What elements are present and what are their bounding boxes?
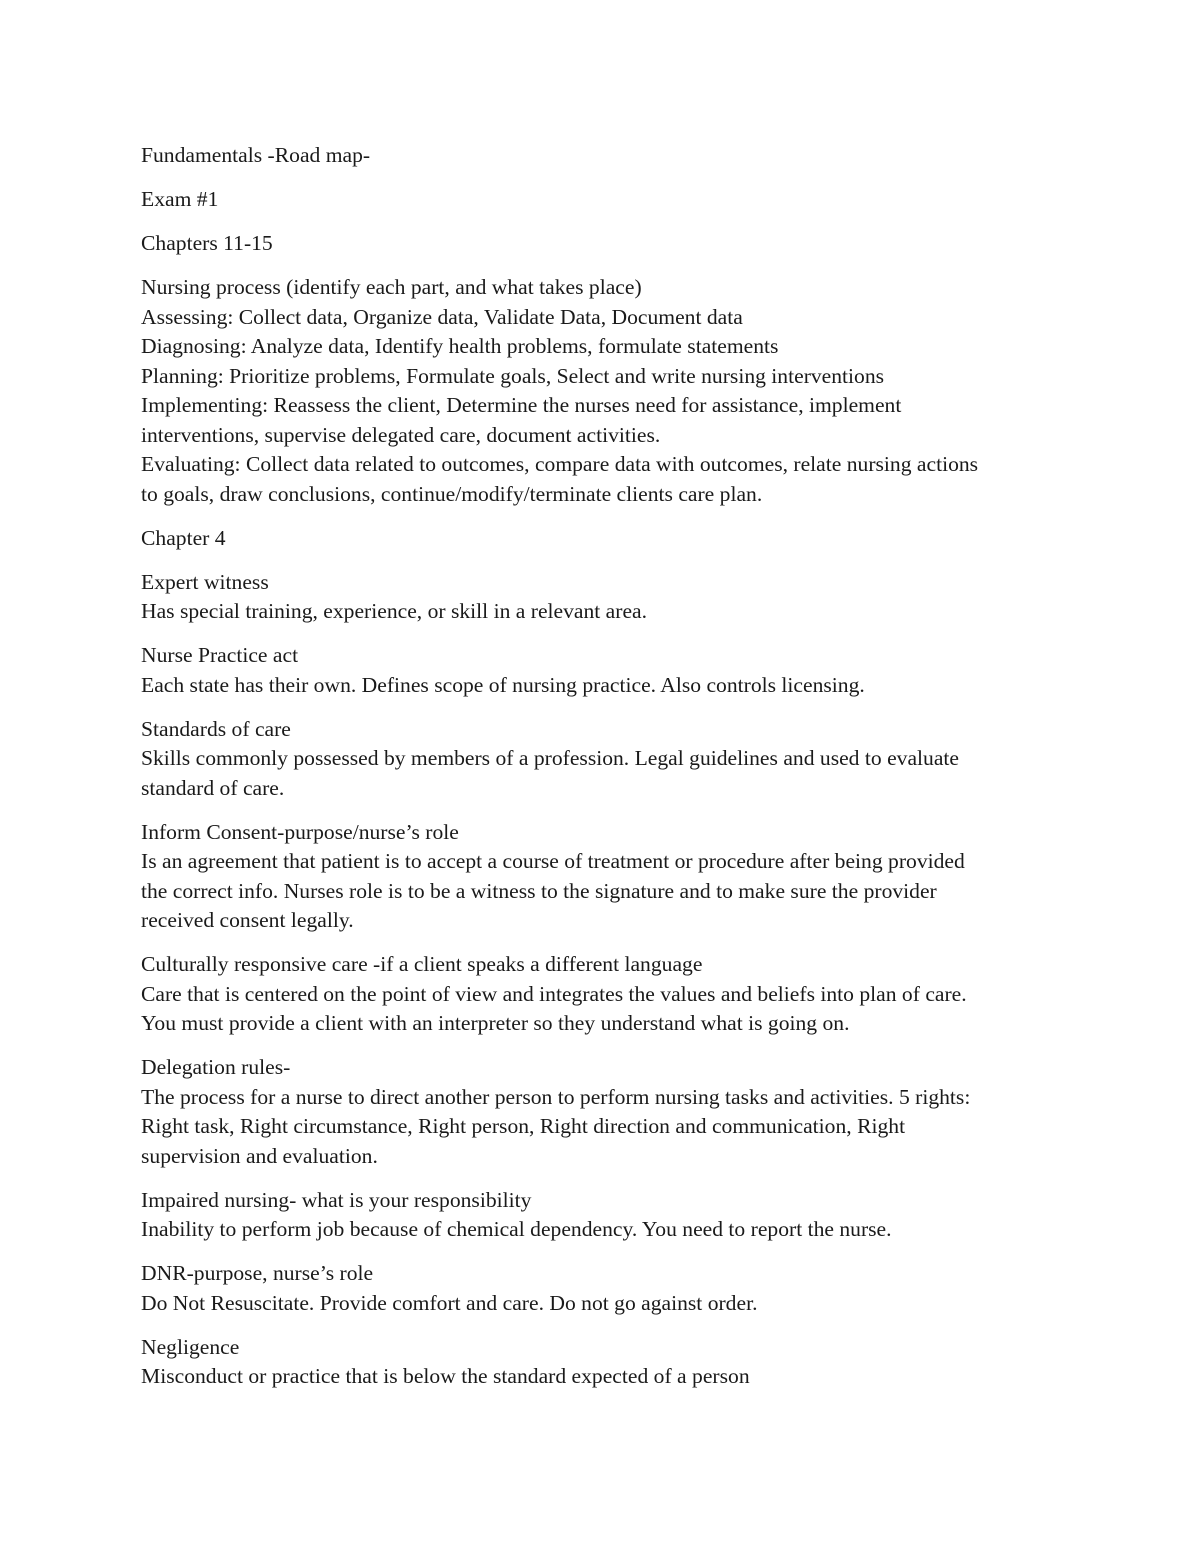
impaired-nursing-term: Impaired nursing- what is your responsibility — [141, 1187, 532, 1212]
chapter-4-label — [141, 524, 1081, 554]
nursing-process-section — [141, 273, 1081, 509]
standards-of-care-term: Standards of care — [141, 716, 291, 741]
chapters-label — [141, 229, 1081, 259]
informed-consent-term: Inform Consent-purpose/nurse’s role — [141, 819, 459, 844]
nurse-practice-act-term: Nurse Practice act — [141, 643, 299, 667]
chapter-4-text: Chapter 4 — [141, 525, 226, 550]
delegation-rules-definition-2: Right task, Right circumstance, Right person, Right direction and communication, Right — [141, 1114, 906, 1138]
planning-line: Planning: Prioritize problems, Formulate goals, Select and write nursing interventions — [141, 363, 885, 388]
delegation-rules-term: Delegation rules- — [141, 1055, 291, 1079]
evaluating-line-1: Evaluating: Collect data related to outcomes, compare data with outcomes, relate nursing actions — [141, 452, 979, 476]
document-body — [141, 141, 1081, 1406]
delegation-rules-definition-3: supervision and evaluation. — [141, 1143, 378, 1168]
informed-consent-section — [141, 818, 1081, 936]
expert-witness-section — [141, 568, 1081, 627]
nursing-process-heading: Nursing process (identify each part, and what takes place) — [141, 275, 642, 299]
negligence-definition: Misconduct or practice that is below the standard expected of a person — [141, 1364, 750, 1388]
implementing-line-2: interventions, supervise delegated care, document activities. — [141, 422, 661, 447]
assessing-line: Assessing: Collect data, Organize data, Validate Data, Document data — [141, 304, 743, 329]
exam-text: Exam #1 — [141, 187, 219, 211]
implementing-line-1: Implementing: Reassess the client, Determine the nurses need for assistance, implement — [141, 393, 902, 417]
nurse-practice-act-section — [141, 641, 1081, 700]
expert-witness-definition: Has special training, experience, or skill in a relevant area. — [141, 599, 648, 623]
document-title — [141, 141, 1081, 171]
culturally-responsive-care-section — [141, 950, 1081, 1039]
negligence-term: Negligence — [141, 1334, 240, 1359]
standards-of-care-section — [141, 715, 1081, 804]
informed-consent-definition-3: received consent legally. — [141, 908, 354, 932]
expert-witness-term: Expert witness — [141, 569, 269, 594]
diagnosing-line: Diagnosing: Analyze data, Identify health problems, formulate statements — [141, 334, 779, 358]
informed-consent-definition-1: Is an agreement that patient is to accept a course of treatment or procedure after being provided — [141, 849, 965, 873]
evaluating-line-2: to goals, draw conclusions, continue/modify/terminate clients care plan. — [141, 481, 763, 506]
informed-consent-definition-2: the correct info. Nurses role is to be a witness to the signature and to make sure the provider — [141, 878, 937, 903]
chapters-text: Chapters 11-15 — [141, 231, 273, 255]
exam-label — [141, 185, 1081, 215]
standards-of-care-definition-1: Skills commonly possessed by members of a profession. Legal guidelines and used to evaluate — [141, 746, 960, 770]
title-text: Fundamentals -Road map- — [141, 143, 371, 167]
impaired-nursing-definition: Inability to perform job because of chemical dependency. You need to report the nurse. — [141, 1217, 892, 1241]
dnr-definition: Do Not Resuscitate. Provide comfort and care. Do not go against order. — [141, 1290, 758, 1315]
delegation-rules-definition-1: The process for a nurse to direct another person to perform nursing tasks and activities. 5 rights: — [141, 1084, 971, 1109]
delegation-rules-section — [141, 1053, 1081, 1171]
standards-of-care-definition-2: standard of care. — [141, 775, 285, 800]
impaired-nursing-section — [141, 1186, 1081, 1245]
culturally-responsive-care-definition-2: You must provide a client with an interpreter so they understand what is going on. — [141, 1011, 850, 1035]
culturally-responsive-care-term: Culturally responsive care -if a client speaks a different language — [141, 952, 703, 976]
nurse-practice-act-definition: Each state has their own. Defines scope of nursing practice. Also controls licensing. — [141, 672, 865, 697]
negligence-section — [141, 1333, 1081, 1392]
dnr-term: DNR-purpose, nurse’s role — [141, 1261, 374, 1285]
culturally-responsive-care-definition-1: Care that is centered on the point of view and integrates the values and beliefs into plan of care. — [141, 981, 967, 1006]
dnr-section — [141, 1259, 1081, 1318]
